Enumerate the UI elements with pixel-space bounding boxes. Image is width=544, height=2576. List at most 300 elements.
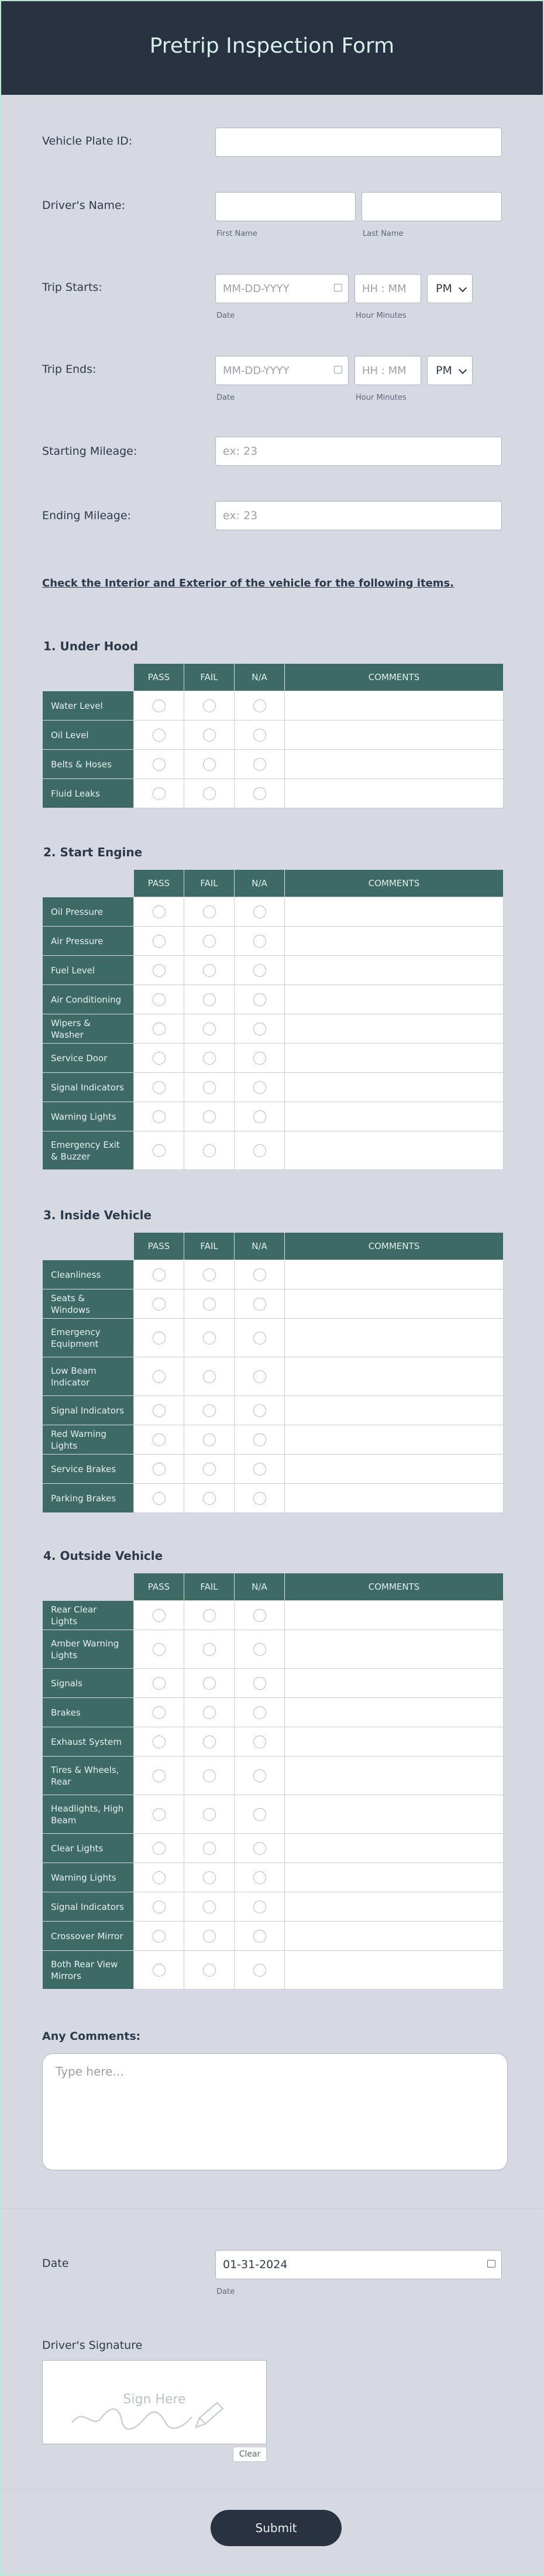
table-row bbox=[43, 1014, 504, 1044]
comment-input[interactable] bbox=[285, 779, 504, 808]
row-label: Oil Level bbox=[43, 721, 134, 750]
signature-prompt: Sign Here bbox=[123, 2392, 186, 2407]
calendar-icon[interactable] bbox=[487, 2260, 495, 2268]
radio-na[interactable] bbox=[253, 1643, 266, 1656]
comment-input[interactable] bbox=[285, 750, 504, 779]
inspection-table-inside-vehicle bbox=[42, 1232, 504, 1513]
radio-fail[interactable] bbox=[203, 1735, 216, 1748]
comment-input[interactable] bbox=[285, 1834, 504, 1863]
radio-pass[interactable] bbox=[153, 1433, 166, 1446]
date-input[interactable] bbox=[215, 2250, 502, 2279]
radio-fail[interactable] bbox=[203, 1268, 216, 1281]
radio-fail[interactable] bbox=[203, 1404, 216, 1417]
radio-na[interactable] bbox=[253, 1677, 266, 1690]
radio-cell-fail bbox=[184, 1757, 235, 1795]
radio-cell-na bbox=[235, 1131, 285, 1170]
radio-pass[interactable] bbox=[153, 1769, 166, 1782]
table-header-row bbox=[43, 1573, 504, 1601]
comment-input[interactable] bbox=[285, 1951, 504, 1990]
calendar-icon[interactable] bbox=[334, 284, 342, 291]
comment-input[interactable] bbox=[285, 1727, 504, 1757]
radio-na[interactable] bbox=[253, 1463, 266, 1476]
comment-input[interactable] bbox=[285, 1484, 504, 1513]
comment-input[interactable] bbox=[285, 1425, 504, 1455]
radio-cell-na bbox=[235, 1425, 285, 1455]
radio-fail[interactable] bbox=[203, 1023, 216, 1035]
radio-na[interactable] bbox=[253, 1769, 266, 1782]
comment-input[interactable] bbox=[285, 1455, 504, 1484]
table-row bbox=[43, 1260, 504, 1289]
radio-fail[interactable] bbox=[203, 1081, 216, 1094]
radio-fail[interactable] bbox=[203, 699, 216, 712]
radio-cell-na bbox=[235, 1073, 285, 1102]
radio-cell-pass bbox=[134, 897, 184, 927]
radio-pass[interactable] bbox=[153, 1492, 166, 1505]
radio-cell-fail bbox=[184, 1922, 235, 1951]
radio-pass[interactable] bbox=[153, 787, 166, 800]
trip-start-date-input[interactable] bbox=[215, 274, 349, 303]
radio-pass[interactable] bbox=[153, 1871, 166, 1884]
column-header: N/A bbox=[235, 1573, 285, 1601]
radio-cell-pass bbox=[134, 1630, 184, 1669]
row-label: Emergency Equipment bbox=[43, 1319, 134, 1357]
comment-input[interactable] bbox=[285, 1014, 504, 1044]
table-row bbox=[43, 691, 504, 721]
radio-fail[interactable] bbox=[203, 1492, 216, 1505]
radio-pass[interactable] bbox=[153, 1643, 166, 1656]
radio-na[interactable] bbox=[253, 1332, 266, 1344]
radio-na[interactable] bbox=[253, 1964, 266, 1977]
comment-input[interactable] bbox=[285, 1630, 504, 1669]
plate-label: Vehicle Plate ID: bbox=[42, 135, 133, 148]
radio-cell-na bbox=[235, 1357, 285, 1396]
radio-cell-pass bbox=[134, 1698, 184, 1727]
trip-end-time-input[interactable] bbox=[354, 356, 421, 385]
radio-pass[interactable] bbox=[153, 905, 166, 918]
radio-na[interactable] bbox=[253, 729, 266, 742]
comment-input[interactable] bbox=[285, 1073, 504, 1102]
row-label: Tires & Wheels, Rear bbox=[43, 1757, 134, 1795]
column-header: FAIL bbox=[184, 1573, 235, 1601]
comment-input[interactable] bbox=[285, 985, 504, 1014]
radio-pass[interactable] bbox=[153, 1735, 166, 1748]
radio-cell-fail bbox=[184, 1289, 235, 1319]
comment-input[interactable] bbox=[285, 1922, 504, 1951]
row-label: Brakes bbox=[43, 1698, 134, 1727]
comment-input[interactable] bbox=[285, 1131, 504, 1170]
radio-pass[interactable] bbox=[153, 1808, 166, 1821]
radio-fail[interactable] bbox=[203, 758, 216, 771]
column-header: FAIL bbox=[184, 664, 235, 691]
radio-pass[interactable] bbox=[153, 964, 166, 977]
radio-cell-na bbox=[235, 1757, 285, 1795]
table-row bbox=[43, 1131, 504, 1170]
radio-cell-fail bbox=[184, 1951, 235, 1990]
radio-pass[interactable] bbox=[153, 1052, 166, 1065]
radio-cell-na bbox=[235, 1102, 285, 1131]
radio-na[interactable] bbox=[253, 1144, 266, 1157]
radio-cell-fail bbox=[184, 927, 235, 956]
section-title: 2. Start Engine bbox=[43, 845, 143, 859]
starting-mileage-label: Starting Mileage: bbox=[42, 445, 137, 458]
radio-cell-fail bbox=[184, 1260, 235, 1289]
row-label: Water Level bbox=[43, 691, 134, 721]
comment-input[interactable] bbox=[285, 897, 504, 927]
radio-fail[interactable] bbox=[203, 935, 216, 948]
trip-start-ampm-value: PM bbox=[436, 282, 452, 295]
radio-pass[interactable] bbox=[153, 1144, 166, 1157]
trip-ends-label: Trip Ends: bbox=[42, 363, 97, 376]
table-row bbox=[43, 1044, 504, 1073]
radio-cell-fail bbox=[184, 956, 235, 985]
radio-cell-fail bbox=[184, 691, 235, 721]
table-row bbox=[43, 1834, 504, 1863]
radio-na[interactable] bbox=[253, 1052, 266, 1065]
table-row bbox=[43, 779, 504, 808]
radio-cell-na bbox=[235, 897, 285, 927]
radio-cell-fail bbox=[184, 1630, 235, 1669]
radio-pass[interactable] bbox=[153, 1332, 166, 1344]
radio-fail[interactable] bbox=[203, 1110, 216, 1123]
table-row bbox=[43, 1795, 504, 1834]
radio-cell-pass bbox=[134, 1319, 184, 1357]
radio-na[interactable] bbox=[253, 758, 266, 771]
clear-signature-button[interactable]: Clear bbox=[233, 2447, 267, 2462]
radio-pass[interactable] bbox=[153, 1298, 166, 1311]
radio-fail[interactable] bbox=[203, 905, 216, 918]
radio-na[interactable] bbox=[253, 1871, 266, 1884]
radio-cell-pass bbox=[134, 779, 184, 808]
radio-pass[interactable] bbox=[153, 1110, 166, 1123]
radio-cell-fail bbox=[184, 897, 235, 927]
table-row bbox=[43, 1289, 504, 1319]
radio-cell-pass bbox=[134, 1014, 184, 1044]
table-row bbox=[43, 1698, 504, 1727]
comment-input[interactable] bbox=[285, 1396, 504, 1425]
radio-cell-fail bbox=[184, 1357, 235, 1396]
radio-na[interactable] bbox=[253, 1268, 266, 1281]
radio-na[interactable] bbox=[253, 1930, 266, 1943]
radio-na[interactable] bbox=[253, 1735, 266, 1748]
inspection-table-start-engine bbox=[42, 869, 504, 1170]
trip-start-date-sublabel: Date bbox=[216, 311, 235, 320]
radio-cell-fail bbox=[184, 1044, 235, 1073]
radio-cell-na bbox=[235, 1669, 285, 1698]
radio-na[interactable] bbox=[253, 1023, 266, 1035]
radio-fail[interactable] bbox=[203, 1298, 216, 1311]
row-label: Signal Indicators bbox=[43, 1396, 134, 1425]
radio-na[interactable] bbox=[253, 1110, 266, 1123]
trip-end-time-placeholder: HH : MM bbox=[362, 364, 407, 377]
trip-start-ampm-select[interactable] bbox=[427, 274, 473, 303]
instruction-text: Check the Interior and Exterior of the vehicle for the following items. bbox=[42, 577, 455, 589]
radio-fail[interactable] bbox=[203, 1052, 216, 1065]
comment-input[interactable] bbox=[285, 1669, 504, 1698]
radio-fail[interactable] bbox=[203, 1964, 216, 1977]
comment-input[interactable] bbox=[285, 1757, 504, 1795]
radio-fail[interactable] bbox=[203, 1609, 216, 1622]
radio-na[interactable] bbox=[253, 1298, 266, 1311]
radio-pass[interactable] bbox=[153, 1370, 166, 1383]
radio-na[interactable] bbox=[253, 1404, 266, 1417]
radio-pass[interactable] bbox=[153, 1706, 166, 1719]
table-row bbox=[43, 1757, 504, 1795]
form-title: Pretrip Inspection Form bbox=[149, 34, 395, 58]
radio-cell-pass bbox=[134, 1044, 184, 1073]
radio-pass[interactable] bbox=[153, 1268, 166, 1281]
radio-na[interactable] bbox=[253, 935, 266, 948]
radio-cell-na bbox=[235, 1863, 285, 1892]
radio-na[interactable] bbox=[253, 699, 266, 712]
radio-fail[interactable] bbox=[203, 1433, 216, 1446]
radio-fail[interactable] bbox=[203, 1930, 216, 1943]
calendar-icon[interactable] bbox=[334, 366, 342, 373]
radio-cell-pass bbox=[134, 1289, 184, 1319]
radio-fail[interactable] bbox=[203, 1808, 216, 1821]
radio-cell-na bbox=[235, 1601, 285, 1630]
radio-cell-na bbox=[235, 721, 285, 750]
radio-fail[interactable] bbox=[203, 964, 216, 977]
radio-cell-fail bbox=[184, 1892, 235, 1922]
radio-pass[interactable] bbox=[153, 758, 166, 771]
table-row bbox=[43, 897, 504, 927]
radio-pass[interactable] bbox=[153, 1677, 166, 1690]
comment-input[interactable] bbox=[285, 1044, 504, 1073]
radio-cell-pass bbox=[134, 750, 184, 779]
radio-na[interactable] bbox=[253, 1492, 266, 1505]
radio-pass[interactable] bbox=[153, 1842, 166, 1855]
ending-mileage-input[interactable] bbox=[215, 501, 502, 530]
row-label: Service Brakes bbox=[43, 1455, 134, 1484]
radio-cell-fail bbox=[184, 1484, 235, 1513]
radio-cell-pass bbox=[134, 1951, 184, 1990]
plate-input[interactable] bbox=[215, 128, 502, 157]
row-label: Emergency Exit & Buzzer bbox=[43, 1131, 134, 1170]
comments-placeholder: Type here... bbox=[56, 2064, 124, 2078]
radio-cell-na bbox=[235, 1044, 285, 1073]
date-value: 01-31-2024 bbox=[223, 2258, 288, 2271]
table-corner bbox=[43, 870, 134, 897]
radio-pass[interactable] bbox=[153, 1964, 166, 1977]
table-row bbox=[43, 985, 504, 1014]
radio-na[interactable] bbox=[253, 993, 266, 1006]
radio-cell-na bbox=[235, 691, 285, 721]
radio-cell-fail bbox=[184, 779, 235, 808]
radio-fail[interactable] bbox=[203, 1677, 216, 1690]
radio-na[interactable] bbox=[253, 1901, 266, 1913]
trip-start-time-sublabel: Hour Minutes bbox=[356, 311, 407, 320]
radio-cell-pass bbox=[134, 1131, 184, 1170]
radio-na[interactable] bbox=[253, 1808, 266, 1821]
comment-input[interactable] bbox=[285, 1795, 504, 1834]
radio-cell-pass bbox=[134, 1260, 184, 1289]
radio-cell-na bbox=[235, 1727, 285, 1757]
radio-fail[interactable] bbox=[203, 1706, 216, 1719]
trip-end-ampm-select[interactable] bbox=[427, 356, 473, 385]
radio-pass[interactable] bbox=[153, 1404, 166, 1417]
trip-starts-label: Trip Starts: bbox=[42, 281, 102, 294]
radio-cell-fail bbox=[184, 1131, 235, 1170]
radio-na[interactable] bbox=[253, 1706, 266, 1719]
radio-fail[interactable] bbox=[203, 1871, 216, 1884]
row-label: Wipers & Washer bbox=[43, 1014, 134, 1044]
table-row bbox=[43, 1922, 504, 1951]
radio-fail[interactable] bbox=[203, 1144, 216, 1157]
table-row bbox=[43, 1892, 504, 1922]
column-header: COMMENTS bbox=[285, 664, 504, 691]
radio-na[interactable] bbox=[253, 1433, 266, 1446]
comment-input[interactable] bbox=[285, 691, 504, 721]
column-header: PASS bbox=[134, 870, 184, 897]
section-title: 4. Outside Vehicle bbox=[43, 1549, 163, 1563]
trip-end-date-input[interactable] bbox=[215, 356, 349, 385]
radio-pass[interactable] bbox=[153, 935, 166, 948]
table-corner bbox=[43, 1573, 134, 1601]
radio-pass[interactable] bbox=[153, 1930, 166, 1943]
row-label: Warning Lights bbox=[43, 1102, 134, 1131]
radio-pass[interactable] bbox=[153, 1023, 166, 1035]
section-title: 3. Inside Vehicle bbox=[43, 1208, 152, 1222]
radio-fail[interactable] bbox=[203, 1370, 216, 1383]
comment-input[interactable] bbox=[285, 1698, 504, 1727]
row-label: Service Door bbox=[43, 1044, 134, 1073]
radio-cell-na bbox=[235, 956, 285, 985]
row-label: Rear Clear Lights bbox=[43, 1601, 134, 1630]
radio-fail[interactable] bbox=[203, 1769, 216, 1782]
radio-cell-na bbox=[235, 1834, 285, 1863]
radio-na[interactable] bbox=[253, 1609, 266, 1622]
table-row bbox=[43, 956, 504, 985]
comments-textarea[interactable] bbox=[42, 2053, 508, 2170]
row-label: Signal Indicators bbox=[43, 1073, 134, 1102]
radio-cell-na bbox=[235, 1289, 285, 1319]
column-header: COMMENTS bbox=[285, 1573, 504, 1601]
comment-input[interactable] bbox=[285, 1102, 504, 1131]
radio-cell-na bbox=[235, 750, 285, 779]
radio-fail[interactable] bbox=[203, 1842, 216, 1855]
column-header: N/A bbox=[235, 664, 285, 691]
radio-pass[interactable] bbox=[153, 1609, 166, 1622]
radio-cell-fail bbox=[184, 1834, 235, 1863]
radio-cell-fail bbox=[184, 1014, 235, 1044]
row-label: Warning Lights bbox=[43, 1863, 134, 1892]
row-label: Signal Indicators bbox=[43, 1892, 134, 1922]
table-row bbox=[43, 1396, 504, 1425]
row-label: Exhaust System bbox=[43, 1727, 134, 1757]
comment-input[interactable] bbox=[285, 1289, 504, 1319]
table-row bbox=[43, 1425, 504, 1455]
comment-input[interactable] bbox=[285, 1319, 504, 1357]
radio-fail[interactable] bbox=[203, 787, 216, 800]
table-row bbox=[43, 1630, 504, 1669]
comment-input[interactable] bbox=[285, 1892, 504, 1922]
table-row bbox=[43, 1951, 504, 1990]
row-label: Belts & Hoses bbox=[43, 750, 134, 779]
table-header-row bbox=[43, 870, 504, 897]
comment-input[interactable] bbox=[285, 1357, 504, 1396]
table-header-row bbox=[43, 1233, 504, 1260]
radio-pass[interactable] bbox=[153, 699, 166, 712]
radio-na[interactable] bbox=[253, 964, 266, 977]
comment-input[interactable] bbox=[285, 721, 504, 750]
radio-pass[interactable] bbox=[153, 729, 166, 742]
table-row bbox=[43, 1601, 504, 1630]
radio-cell-fail bbox=[184, 1102, 235, 1131]
form-header bbox=[1, 1, 543, 95]
radio-na[interactable] bbox=[253, 1081, 266, 1094]
inspection-table-under-hood bbox=[42, 663, 504, 808]
row-label: Fuel Level bbox=[43, 956, 134, 985]
radio-na[interactable] bbox=[253, 1370, 266, 1383]
comment-input[interactable] bbox=[285, 1260, 504, 1289]
radio-pass[interactable] bbox=[153, 1901, 166, 1913]
radio-cell-pass bbox=[134, 721, 184, 750]
driver-name-label: Driver's Name: bbox=[42, 199, 126, 212]
radio-fail[interactable] bbox=[203, 1463, 216, 1476]
starting-mileage-input[interactable] bbox=[215, 437, 502, 466]
comment-input[interactable] bbox=[285, 956, 504, 985]
radio-cell-pass bbox=[134, 691, 184, 721]
radio-cell-fail bbox=[184, 721, 235, 750]
radio-cell-na bbox=[235, 1698, 285, 1727]
radio-cell-na bbox=[235, 1014, 285, 1044]
radio-pass[interactable] bbox=[153, 1081, 166, 1094]
trip-start-time-input[interactable] bbox=[354, 274, 421, 303]
column-header: PASS bbox=[134, 1573, 184, 1601]
starting-mileage-placeholder: ex: 23 bbox=[223, 445, 258, 458]
row-label: Crossover Mirror bbox=[43, 1922, 134, 1951]
submit-button[interactable]: Submit bbox=[211, 2510, 342, 2546]
table-row bbox=[43, 1357, 504, 1396]
radio-pass[interactable] bbox=[153, 993, 166, 1006]
radio-cell-pass bbox=[134, 1669, 184, 1698]
radio-cell-fail bbox=[184, 1601, 235, 1630]
comment-input[interactable] bbox=[285, 1863, 504, 1892]
radio-cell-na bbox=[235, 1795, 285, 1834]
radio-fail[interactable] bbox=[203, 1332, 216, 1344]
radio-fail[interactable] bbox=[203, 729, 216, 742]
radio-cell-na bbox=[235, 1630, 285, 1669]
radio-na[interactable] bbox=[253, 787, 266, 800]
radio-cell-na bbox=[235, 1922, 285, 1951]
radio-na[interactable] bbox=[253, 905, 266, 918]
column-header: N/A bbox=[235, 870, 285, 897]
column-header: PASS bbox=[134, 664, 184, 691]
radio-cell-pass bbox=[134, 985, 184, 1014]
radio-pass[interactable] bbox=[153, 1463, 166, 1476]
radio-cell-fail bbox=[184, 1455, 235, 1484]
radio-cell-na bbox=[235, 779, 285, 808]
radio-cell-fail bbox=[184, 1795, 235, 1834]
first-name-input[interactable] bbox=[215, 192, 356, 221]
ending-mileage-label: Ending Mileage: bbox=[42, 509, 131, 522]
row-label: Air Pressure bbox=[43, 927, 134, 956]
radio-fail[interactable] bbox=[203, 1643, 216, 1656]
radio-fail[interactable] bbox=[203, 993, 216, 1006]
row-label: Cleanliness bbox=[43, 1260, 134, 1289]
comment-input[interactable] bbox=[285, 1601, 504, 1630]
radio-cell-na bbox=[235, 1260, 285, 1289]
comment-input[interactable] bbox=[285, 927, 504, 956]
row-label: Red Warning Lights bbox=[43, 1425, 134, 1455]
radio-cell-pass bbox=[134, 1601, 184, 1630]
radio-na[interactable] bbox=[253, 1842, 266, 1855]
table-row bbox=[43, 1727, 504, 1757]
last-name-input[interactable] bbox=[361, 192, 502, 221]
row-label: Parking Brakes bbox=[43, 1484, 134, 1513]
radio-fail[interactable] bbox=[203, 1901, 216, 1913]
signature-pad[interactable] bbox=[42, 2360, 267, 2444]
